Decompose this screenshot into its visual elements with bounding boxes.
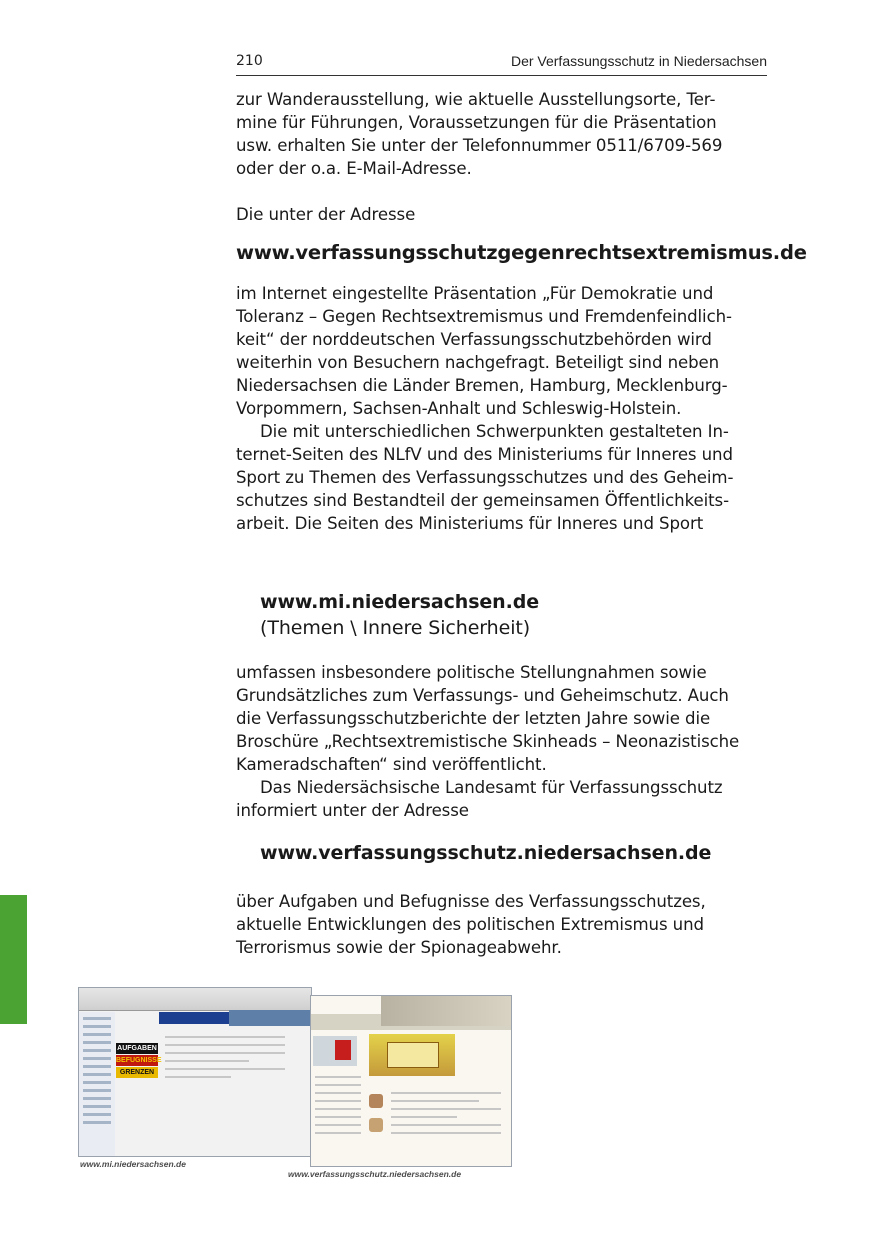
paragraph-presentation bbox=[236, 282, 776, 420]
site-sidebar bbox=[79, 1012, 115, 1156]
text-line: Sport zu Themen des Verfassungsschutzes und des Geheim- bbox=[236, 468, 734, 487]
text-line: Broschüre „Rechtsextremistische Skinheads – Neonazistische bbox=[236, 732, 740, 751]
page-number: 210 bbox=[236, 53, 263, 69]
url-mi-niedersachsen: www.mi.niedersachsen.de bbox=[260, 591, 540, 613]
text-line: Die unter der Adresse bbox=[236, 205, 416, 224]
building-photo bbox=[369, 1034, 455, 1076]
badge-aufgaben: AUFGABEN bbox=[117, 1045, 157, 1052]
body-text bbox=[236, 88, 807, 959]
site-text-lines bbox=[391, 1092, 501, 1140]
screenshot-mi-website bbox=[78, 987, 312, 1157]
text-line: Niedersachsen die Länder Bremen, Hamburg, Mecklenburg- bbox=[236, 376, 728, 395]
news-thumbnail bbox=[369, 1118, 383, 1132]
website-screenshots bbox=[78, 987, 512, 1182]
text-line: die Verfassungsschutzberichte der letzten Jahre sowie die bbox=[236, 709, 711, 728]
url-rechtsextremismus: www.verfassungsschutzgegenrechtsextremismus.de bbox=[236, 241, 807, 264]
text-line: Kameradschaften“ sind veröffentlicht. bbox=[236, 755, 547, 774]
page-header bbox=[236, 53, 767, 76]
text-line: Die mit unterschiedlichen Schwerpunkten gestalteten In- bbox=[260, 422, 729, 441]
browser-toolbar bbox=[79, 988, 311, 1011]
caption-mi: www.mi.niedersachsen.de bbox=[80, 1159, 186, 1169]
caption-vs: www.verfassungsschutz.niedersachsen.de bbox=[288, 1169, 462, 1179]
text-line: keit“ der norddeutschen Verfassungsschutzbehörden wird bbox=[236, 330, 712, 349]
coat-of-arms-icon bbox=[313, 1036, 357, 1066]
text-line: arbeit. Die Seiten des Ministeriums für Inneres und Sport bbox=[236, 514, 704, 533]
text-line: informiert unter der Adresse bbox=[236, 801, 469, 820]
text-line: aktuelle Entwicklungen des politischen Extremismus und bbox=[236, 915, 704, 934]
paragraph-exhibition bbox=[236, 88, 776, 180]
text-line: im Internet eingestellte Präsentation „Für Demokratie und bbox=[236, 284, 714, 303]
news-thumbnail bbox=[369, 1094, 383, 1108]
site-header-image bbox=[381, 996, 511, 1026]
badge-grenzen: GRENZEN bbox=[116, 1067, 158, 1078]
text-line: Das Niedersächsische Landesamt für Verfassungsschutz bbox=[260, 778, 723, 797]
paragraph-nlfv-topics bbox=[236, 890, 776, 959]
text-line: weiterhin von Besuchern nachgefragt. Beteiligt sind neben bbox=[236, 353, 720, 372]
text-line: usw. erhalten Sie unter der Telefonnummer 0511/6709-569 bbox=[236, 136, 723, 155]
url-verfassungsschutz: www.verfassungsschutz.niedersachsen.de bbox=[260, 842, 712, 864]
text-line: Toleranz – Gegen Rechtsextremismus und Fremdenfeindlich- bbox=[236, 307, 732, 326]
text-line: Vorpommern, Sachsen-Anhalt und Schleswig-Holstein. bbox=[236, 399, 682, 418]
text-line: über Aufgaben und Befugnisse des Verfassungsschutzes, bbox=[236, 892, 706, 911]
site-header-image bbox=[229, 1010, 311, 1026]
text-line: oder der o.a. E-Mail-Adresse. bbox=[236, 159, 472, 178]
url-mi-section: (Themen \ Innere Sicherheit) bbox=[260, 617, 531, 639]
paragraph-mi-content bbox=[236, 661, 776, 776]
text-line: Terrorismus sowie der Spionageabwehr. bbox=[236, 938, 562, 957]
text-line: zur Wanderausstellung, wie aktuelle Ausstellungsorte, Ter- bbox=[236, 90, 716, 109]
chapter-side-tab bbox=[0, 895, 27, 1024]
text-line: mine für Führungen, Voraussetzungen für die Präsentation bbox=[236, 113, 717, 132]
screenshot-vs-website bbox=[310, 995, 512, 1167]
running-title: Der Verfassungsschutz in Niedersachsen bbox=[510, 53, 767, 69]
text-line: ternet-Seiten des NLfV und des Ministeriums für Inneres und bbox=[236, 445, 733, 464]
badge-befugnisse: BEFUGNISSE bbox=[116, 1057, 162, 1064]
text-line: schutzes sind Bestandteil der gemeinsamen Öffentlichkeits- bbox=[236, 491, 729, 510]
paragraph-nlfv-intro bbox=[236, 776, 776, 822]
site-text-lines bbox=[165, 1036, 285, 1084]
text-line: umfassen insbesondere politische Stellungnahmen sowie bbox=[236, 663, 707, 682]
paragraph-address-intro bbox=[236, 203, 776, 226]
site-text-lines bbox=[315, 1076, 361, 1140]
paragraph-websites bbox=[236, 420, 776, 535]
text-line: Grundsätzliches zum Verfassungs- und Geheimschutz. Auch bbox=[236, 686, 729, 705]
